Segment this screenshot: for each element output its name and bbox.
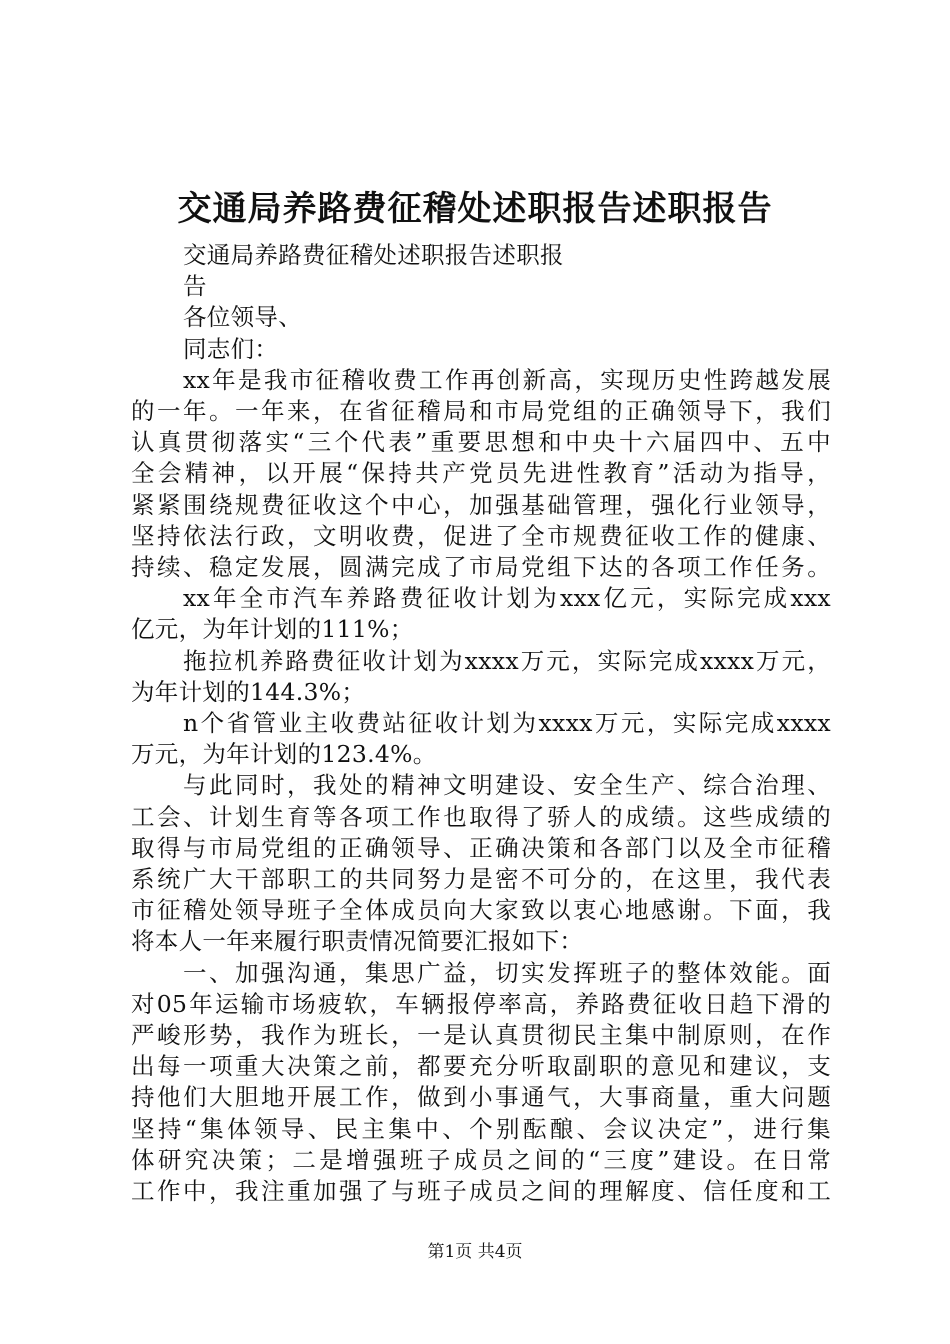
body-line: 交通局养路费征稽处述职报告述职报 bbox=[183, 241, 564, 269]
body-line: 的一年。一年来，在省征稽局和市局党组的正确领导下，我们 bbox=[131, 397, 831, 425]
body-line: 取得与市局党组的正确领导、正确决策和各部门以及全市征稽 bbox=[131, 833, 831, 862]
body-line: 市征稽处领导班子全体成员向大家致以衷心地感谢。下面，我 bbox=[131, 896, 831, 925]
body-line: 全会精神，以开展“保持共产党员先进性教育”活动为指导， bbox=[131, 459, 831, 488]
body-line: 各位领导、 bbox=[183, 303, 302, 332]
body-line: 万元，为年计划的123.4%。 bbox=[131, 740, 437, 769]
body-line: 系统广大干部职工的共同努力是密不可分的，在这里，我代表 bbox=[131, 865, 831, 893]
body-line: 与此同时，我处的精神文明建设、安全生产、综合治理、 bbox=[183, 771, 831, 800]
body-line: 一、加强沟通，集思广益，切实发挥班子的整体效能。面 bbox=[183, 958, 831, 987]
body-line: 对05年运输市场疲软，车辆报停率高，养路费征收日趋下滑的 bbox=[131, 989, 831, 1018]
body-line: 拖拉机养路费征收计划为xxxx万元，实际完成xxxx万元， bbox=[183, 646, 831, 675]
body-line: 持他们大胆地开展工作，做到小事通气，大事商量，重大问题 bbox=[131, 1083, 831, 1112]
body-line: 持续、稳定发展，圆满完成了市局党组下达的各项工作任务。 bbox=[131, 553, 831, 581]
body-line: 工会、计划生育等各项工作也取得了骄人的成绩。这些成绩的 bbox=[131, 802, 831, 831]
body-line: 亿元，为年计划的111%； bbox=[131, 615, 414, 644]
body-line: n个省管业主收费站征收计划为xxxx万元，实际完成xxxx bbox=[183, 709, 831, 737]
body-line: 体研究决策；二是增强班子成员之间的“三度”建设。在日常 bbox=[131, 1145, 831, 1174]
body-line: 工作中，我注重加强了与班子成员之间的理解度、信任度和工 bbox=[131, 1177, 831, 1205]
body-line: 出每一项重大决策之前，都要充分听取副职的意见和建议，支 bbox=[131, 1052, 831, 1081]
body-line: 坚持“集体领导、民主集中、个别酝酿、会议决定”，进行集 bbox=[131, 1114, 831, 1143]
body-line: 为年计划的144.3%； bbox=[131, 677, 366, 706]
body-line: xx年全市汽车养路费征收计划为xxx亿元，实际完成xxx bbox=[183, 584, 831, 613]
body-line: 坚持依法行政，文明收费，促进了全市规费征收工作的健康、 bbox=[131, 521, 831, 550]
body-line: 告 bbox=[183, 272, 207, 301]
body-line: 认真贯彻落实“三个代表”重要思想和中央十六届四中、五中 bbox=[131, 428, 831, 457]
body-line: 将本人一年来履行职责情况简要汇报如下： bbox=[131, 927, 584, 956]
body-line: xx年是我市征稽收费工作再创新高，实现历史性跨越发展 bbox=[183, 365, 831, 394]
body-line: 同志们： bbox=[183, 334, 279, 363]
page-footer: 第1页 共4页 bbox=[427, 1242, 523, 1262]
document-title: 交通局养路费征稽处述职报告述职报告 bbox=[177, 189, 773, 229]
body-line: 紧紧围绕规费征收这个中心，加强基础管理，强化行业领导， bbox=[131, 490, 831, 519]
body-line: 严峻形势，我作为班长，一是认真贯彻民主集中制原则，在作 bbox=[131, 1021, 831, 1049]
